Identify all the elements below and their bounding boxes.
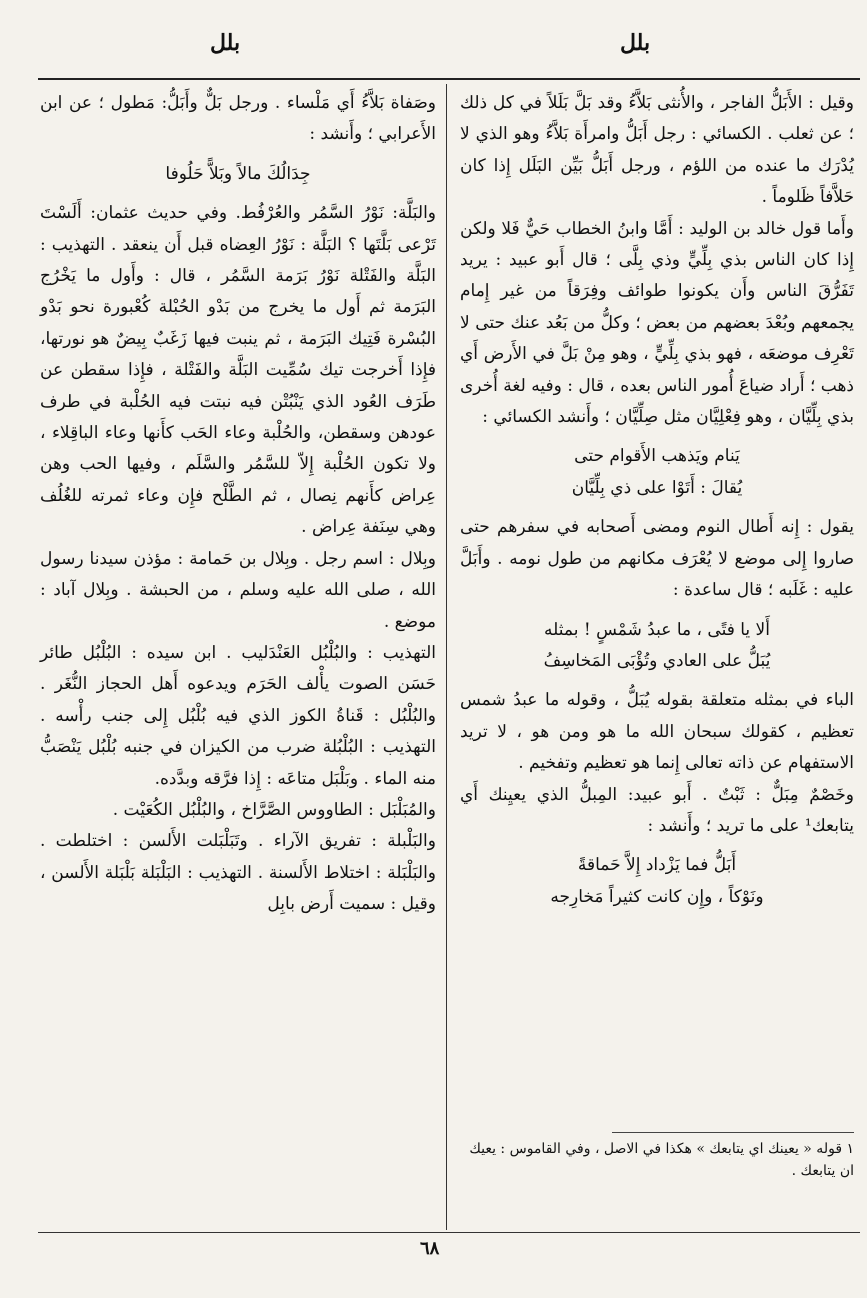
footnote: ١ قوله « يعينك اي يتابعك » هكذا في الاصل ، وفي القاموس : يعيك ان يتابعك .	[469, 1141, 854, 1179]
paragraph: وقيل : الأَبَلُّ الفاجر ، والأُنثى بَلاَّءُ وقد بَلَّ بَلَلاً في كل ذلك ؛ عن ثعلب . الكسائي : رجل أَبَلُّ وامرأَة بَلاَّءُ وهو الذي لا يُدْرَك ما عنده من اللؤم ، ورجل أَبَلُّ بَيِّن البَلَل إِذا كان حَلاَّفاً ظَلوماً .	[460, 93, 854, 208]
paragraph: والبَلْبلة : تفريق الآراء . وتَبَلْبَلت الأَلسن : اختلطت . والبَلْبَلة : اختلاط الأَلسنة . التهذيب : البَلْبَلة بَلْبَلة الأَلسن ، وقيل : سميت أَرض بابِل	[40, 831, 436, 915]
verse	[460, 441, 854, 504]
verse-line: يُقالَ : أَتَوْا على ذي بِلِّيَّان	[571, 477, 743, 498]
verse-line: يُبَلُّ على العادي وتُؤْبَى المَخاسِفُ	[543, 650, 771, 671]
paragraph: والبَلَّة: نَوْرُ السَّمُر والعُرْفُط. وفي حديث عثمان: أَلَسْتَ تَرْعى بَلَّتَها ؟ البَلَّة : نَوْرُ العِضاه قبل أَن ينعقد . التهذيب : البَلَّة والفَتْلة نَوْرُ بَرَمة السَّمُر ، قال : وأَول ما يَخْرُج البَرَمة ثم أَول ما يخرج من بَدْو الحُبْلة كُعْبورة نحو بَدْو البُسْرة فَتِيك البَرَمة ، ثم ينبت فيها زَغَبٌ بِيضٌ هو نورتها، فإِذا أَخرجت تيك سُمِّيت البَلَّة والفَتْلة ، فإِذا سقطن عن طَرَف العُود الذي يَنْبُتْن فيه نبتت فيه الحُلْبة في طرف عودهن وسقطن، والحُلْبة وعاء الحَب كأَنها وعاء الباقِلاء ، ولا تكون الحُلْبة إِلاّ للسَّمُر والسَّلَم ، وفيها الحب وهن عِراض كأَنهم نِصال ، ثم الطَّلْح فإِن وعاء ثمرته للغُلُف وهي سِنَفة عِراض .	[40, 203, 436, 538]
paragraph: التهذيب : والبُلْبُل العَنْدَليب . ابن سيده : البُلْبُل طائر حَسَن الصوت يأْلف الحَرَم ويدعوه أَهل الحجاز النُّغَر . والبُلْبُل : قَناةُ الكوز الذي فيه بُلْبُل إِلى جنب رأْسه . التهذيب : البُلْبُلة ضرب من الكيزان في جنبه بُلْبُل يَنْصَبُّ منه الماء . وبَلْبَل متاعَه : إِذا فرَّقه وبدَّده.	[40, 642, 436, 789]
verse-line: أَبَلُّ فما يَزْداد إِلاَّ حَماقةً	[577, 855, 737, 876]
right-column	[460, 88, 854, 921]
paragraph: وأَما قول خالد بن الوليد : أَمَّا وابنُ الخطاب حَيٌّ فَلا ولكن إِذا كان الناس بذي بِلِّيٍّ وذي بِلَّى ؛ قال أَبو عبيد : يريد تَفَرُّقَ الناس وأَن يكونوا طوائف وفِرَقاً من غير إِمام يجمعهم وبُعْدَ بعضهم من بعض ؛ وكلُّ من بَعُد عنك حتى لا تَعْرِف موضعَه ، فهو بذي بِلِّيٍّ ، وهو مِنْ بَلَّ في الأَرض أَي ذهب ؛ أَراد ضياعَ أُمور الناس بعده ، قال : وفيه لغة أُخرى بذي بِلِّيَّان ، وهو فِعْلِيَّان مثل صِلِّيَّان ؛ وأَنشد الكسائي :	[459, 218, 854, 428]
paragraph: والمُبَلْبَل : الطاووس الصَّرَّاخ ، والبُلْبُل الكُعَيْت .	[112, 799, 436, 820]
verse	[460, 615, 854, 678]
verse-line: جِدَالُكَ مالاً وبَلاًّ حَلُوفا	[165, 163, 311, 184]
verse-line: ونَوْكاً ، وإِن كانت كثيراً مَخارِجه	[550, 886, 764, 907]
page-number: ٦٨	[420, 1238, 440, 1259]
left-column	[40, 88, 436, 921]
footnote-rule	[612, 1132, 854, 1133]
paragraph: يقول : إِنه أَطال النوم ومضى أَصحابه في سفرهم حتى صاروا إِلى موضع لا يُعْرَف مكانهم من طول نومه . وأَبَلَّ عليه : غَلَبه ؛ قال ساعدة :	[460, 517, 854, 601]
paragraph: وبِلال : اسم رجل . وبِلال بن حَمامة : مؤذن سيدنا رسول الله ، صلى الله عليه وسلم ، من الحبشة . وبِلال آباد : موضع .	[40, 548, 436, 632]
footer-rule	[38, 1232, 860, 1233]
paragraph: الباء في بمثله متعلقة بقوله يُبَلُّ ، وقوله ما عبدُ شمس تعظيم ، كقولك سبحان الله ما هو ومن هو ، لا تريد الاستفهام عن ذاته تعالى إِنما هو تعظيم وتفخيم .	[460, 690, 854, 774]
verse-line: أَلا يا فتًى ، ما عبدُ شَمْسٍ ! بمثله	[544, 619, 770, 640]
paragraph: وخَصْمٌ مِبَلٌّ : ثَبْتٌ . أَبو عبيد: المِبلُّ الذي يعيِنك أَي يتابعك¹ على ما تريد ؛ وأَنشد :	[460, 784, 854, 836]
header-right: بلل	[620, 30, 651, 56]
verse-line: يَنام ويَذهب الأَقوام حتى	[574, 446, 740, 467]
paragraph: وصَفاة بَلاَّءُ أَي مَلْساء . ورجل بَلٌّ وأَبَلُّ: مَطول ؛ عن ابن الأَعرابي ؛ وأَنشد :	[40, 93, 436, 145]
column-divider	[446, 84, 447, 1230]
header-rule	[38, 78, 860, 80]
verse	[460, 850, 854, 913]
verse	[40, 159, 436, 190]
header-left: بلل	[210, 30, 241, 56]
